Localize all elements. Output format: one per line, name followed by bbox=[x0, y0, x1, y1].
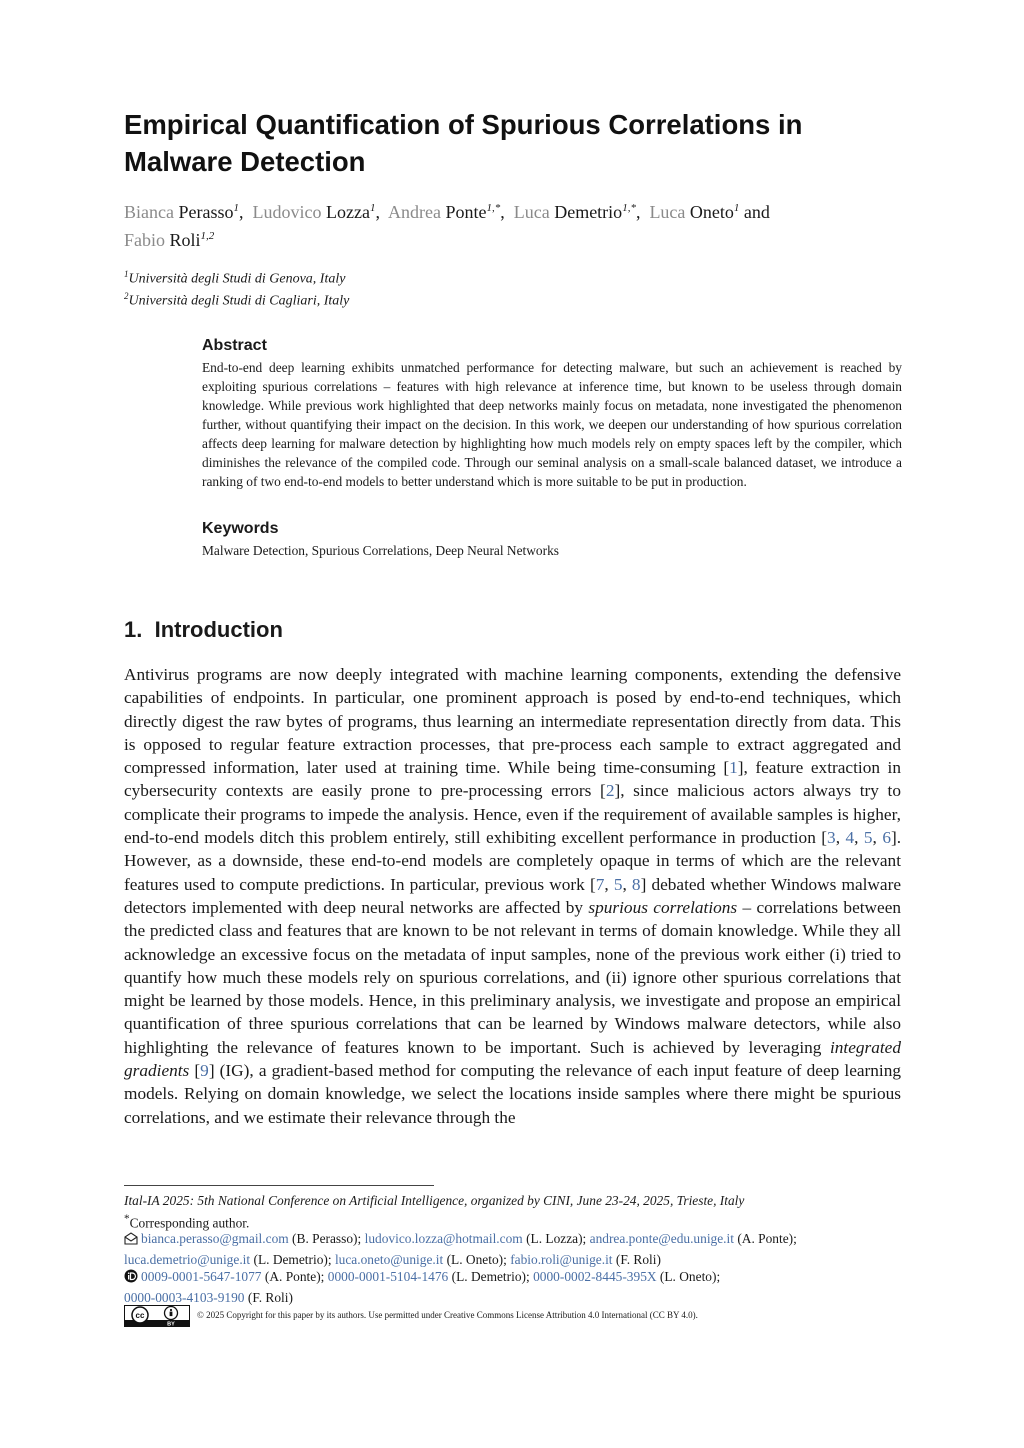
citation-link[interactable]: 6 bbox=[882, 828, 891, 848]
email-footnote: bianca.perasso@gmail.com (B. Perasso); ludovico.lozza@hotmail.com (L. Lozza); andrea.ponte@edu.unige.it (A. Ponte); luca.demetrio@unige.it (L. Demetrio); luca.oneto@unige.it (L. Oneto); fabio.roli@unige.it (F. Roli) bbox=[124, 1231, 797, 1267]
email-link[interactable]: bianca.perasso@gmail.com bbox=[141, 1231, 289, 1246]
corresponding-footnote: *Corresponding author. bbox=[124, 1213, 250, 1231]
citation-link[interactable]: 9 bbox=[200, 1061, 209, 1081]
title-line-2: Malware Detection bbox=[124, 146, 366, 177]
author: Fabio Roli$^{1,2}$ bbox=[124, 230, 215, 250]
citation-link[interactable]: 5 bbox=[613, 874, 623, 894]
citation-link[interactable]: 8 bbox=[631, 874, 641, 894]
keywords-heading: Keywords bbox=[202, 520, 279, 537]
orcid-link[interactable]: 0009-0001-5647-1077 bbox=[141, 1269, 262, 1284]
affiliation: $^2$Università degli Studi di Cagliari, Italy bbox=[124, 291, 350, 309]
author: Andrea Ponte$^{1,*}$ bbox=[387, 202, 501, 222]
orcid-link[interactable]: 0000-0001-5104-1476 bbox=[327, 1269, 449, 1284]
keywords-text: Malware Detection, Spurious Correlations, Deep Neural Networks bbox=[202, 543, 559, 558]
abstract-heading: Abstract bbox=[202, 337, 267, 354]
email-link[interactable]: ludovico.lozza@hotmail.com bbox=[364, 1231, 523, 1246]
orcid-link[interactable]: 0000-0003-4103-9190 bbox=[124, 1290, 245, 1305]
citation-link[interactable]: 3 bbox=[827, 828, 836, 848]
cc-label: cc bbox=[135, 1311, 145, 1320]
orcid-link[interactable]: 0000-0002-8445-395X bbox=[533, 1269, 657, 1284]
author: Ludovico Lozza$^1$ bbox=[252, 202, 376, 222]
citation-link[interactable]: 2 bbox=[605, 781, 615, 801]
affiliation: $^1$Università degli Studi di Genova, Italy bbox=[124, 269, 346, 287]
author: Bianca Perasso$^1$ bbox=[124, 202, 239, 222]
copyright-notice: © 2025 Copyright for this paper by its authors. Use permitted under Creative Commons License Attribution 4.0 International (CC BY 4.0). bbox=[197, 1310, 698, 1320]
title-line-1: Empirical Quantification of Spurious Correlations in bbox=[124, 109, 803, 140]
orcid-footnote: 0009-0001-5647-1077 (A. Ponte); 0000-0001-5104-1476 (L. Demetrio); 0000-0002-8445-395X (L. Oneto); 0000-0003-4103-9190 (F. Roli) bbox=[124, 1269, 721, 1305]
citation-link[interactable]: 7 bbox=[595, 874, 605, 894]
author: Luca Oneto$^1$ bbox=[649, 202, 740, 222]
footnote-rule bbox=[124, 1185, 434, 1186]
email-link[interactable]: luca.oneto@unige.it bbox=[334, 1252, 444, 1267]
email-link[interactable]: fabio.roli@unige.it bbox=[510, 1252, 613, 1267]
intro-paragraph: Antivirus programs are now deeply integrated with machine learning components, extending the defensive capabilities of endpoints. In particular, one prominent approach is posed by end-to-end techniques, which directly digest the raw bytes of programs, thus learning an intermediate representation directly from data. This is opposed to regular feature extraction processes, that pre-process each sample to extract aggregated and compressed information, later used at training time. While being time-consuming [1], feature extraction in cybersecurity contexts are easily prone to pre-processing errors [2], since malicious actors always try to complicate their programs to impede the analysis. Hence, even if the requirement of available samples is higher, end-to-end models ditch this problem entirely, still exhibiting excellent performance in production [3, 4, 5, 6]. However, as a downside, these end-to-end models are completely opaque in terms of which are the relevant features used to compute predictions. In particular, previous work [7, 5, 8] debated whether Windows malware detectors implemented with deep neural networks are affected by spurious correlations – correlations between the predicted class and features that are known to be not relevant in terms of domain knowledge. While they all acknowledge an excessive focus on the metadata of input samples, none of the previous work either (i) tried to quantify how much these models rely on spurious correlations, and (ii) ignore other spurious correlations that might be learned by those models. Hence, in this preliminary analysis, we investigate and propose an empirical quantification of three spurious correlations that can be learned by Windows malware detectors, while also highlighting the relevance of features known to be important. Such is achieved by leveraging integrated gradients [9] (IG), a gradient-based method for computing the relevance of each input feature of deep learning models. Relying on domain knowledge, we select the locations inside samples where there might be spurious correlations, and we estimate their relevance through the bbox=[124, 665, 902, 1127]
citation-link[interactable]: 4 bbox=[845, 828, 855, 848]
by-label: BY bbox=[167, 1321, 175, 1327]
and-word: and bbox=[743, 202, 770, 222]
citation-link[interactable]: 5 bbox=[863, 828, 873, 848]
email-link[interactable]: luca.demetrio@unige.it bbox=[124, 1252, 251, 1267]
author: Luca Demetrio$^{1,*}$ bbox=[513, 202, 636, 222]
email-link[interactable]: andrea.ponte@edu.unige.it bbox=[589, 1231, 734, 1246]
envelope-icon bbox=[124, 1231, 138, 1250]
abstract-text: End-to-end deep learning exhibits unmatched performance for detecting malware, but such an achievement is reached by exploiting spurious correlations – features with high relevance at inference time, but known to be useless through domain knowledge. While previous work highlighted that deep networks mainly focus on metadata, none investigated the phenomenon further, without quantifying their impact on the decision. In this work, we deepen our understanding of how spurious correlation affects deep learning for malware detection by highlighting how much models rely on empty spaces left by the compiler, which diminishes the relevance of the compiled code. Through our seminal analysis on a small-scale balanced dataset, we introduce a ranking of two end-to-end models to better understand which is more suitable to be put in production. bbox=[202, 360, 902, 489]
paper-title bbox=[124, 106, 904, 180]
cc-by-license-badge bbox=[124, 1305, 190, 1327]
citation-link[interactable]: 1 bbox=[729, 758, 738, 778]
section-heading: 1. Introduction bbox=[124, 617, 283, 642]
author-list: Bianca Perasso$^1$, Ludovico Lozza$^1$, Andrea Ponte$^{1,*}$, Luca Demetrio$^{1,*}$, Luca Oneto$^1$ and Fabio Roli$^{1,2}$ bbox=[124, 202, 770, 250]
orcid-icon bbox=[124, 1269, 138, 1288]
conference-footnote: Ital-IA 2025: 5th National Conference on Artificial Intelligence, organized by CINI, June 23-24, 2025, Trieste, Italy bbox=[124, 1193, 745, 1208]
